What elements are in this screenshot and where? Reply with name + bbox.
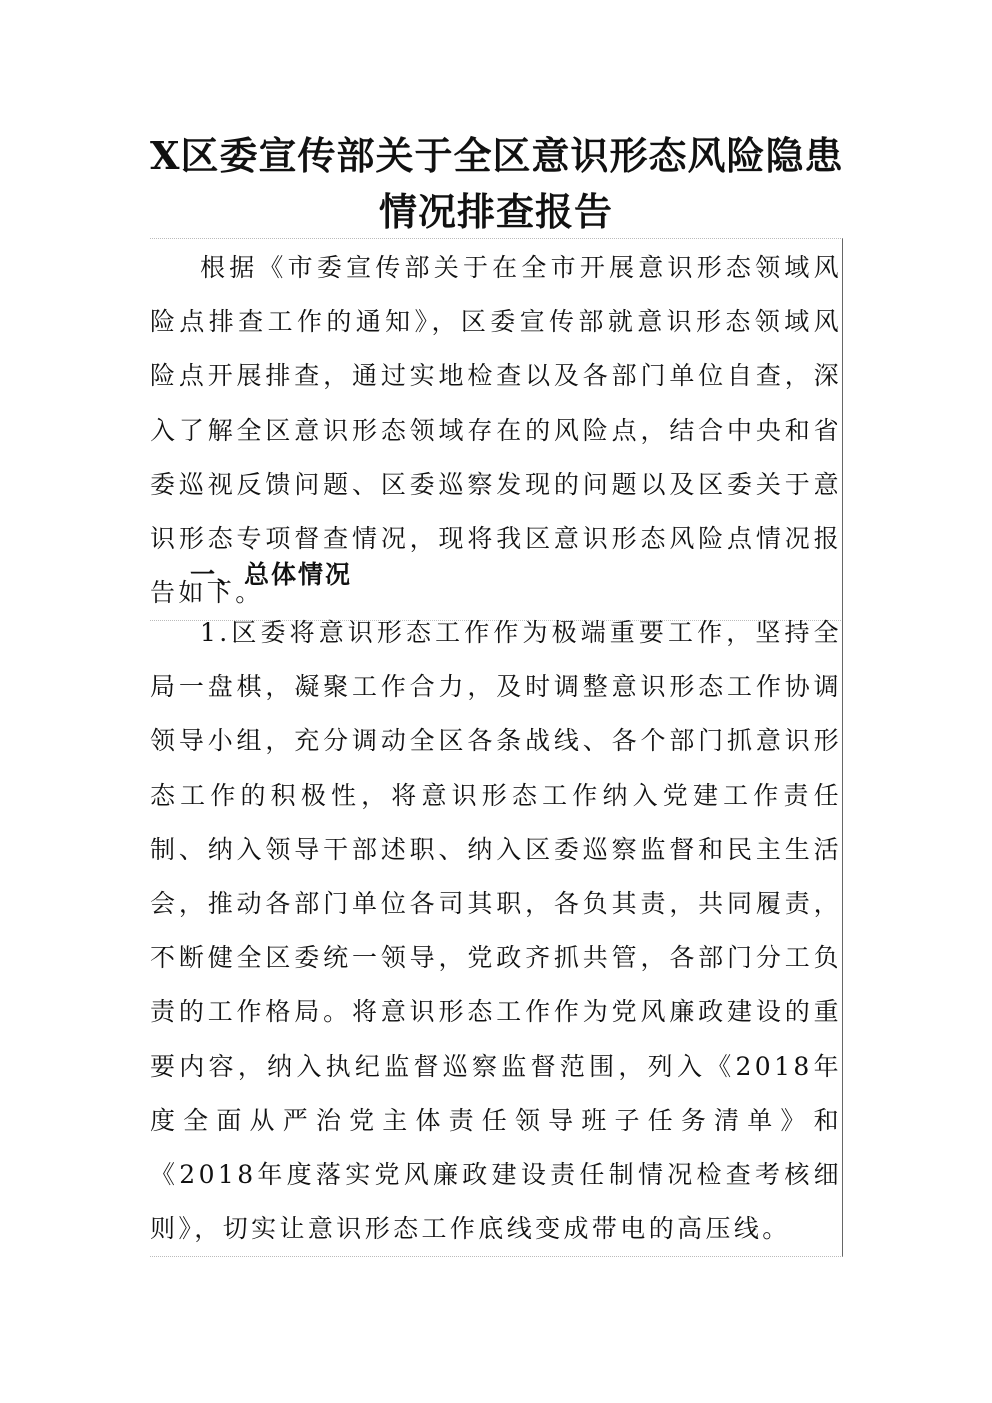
title-line-2: 情况排查报告 [378, 189, 613, 234]
intro-paragraph: 根据《市委宣传部关于在全市开展意识形态领域风险点排查工作的通知》，区委宣传部就意识形态领域风险点开展排查，通过实地检查以及各部门单位自查，深入了解全区意识形态领域存在的风险点，结合中央和省委巡视反馈问题、区委巡察发现的问题以及区委关于意识形态专项督查情况，现将我区意识形态风险点情况报告如下。 [150, 253, 842, 608]
section-heading-overall: 一、总体情况 [190, 560, 353, 589]
section1-body [150, 606, 843, 1257]
document-title [150, 128, 842, 240]
title-line-1: X区委宣传部关于全区意识形态风险隐患 [150, 133, 844, 178]
section1-paragraph-1: 1.区委将意识形态工作作为极端重要工作，坚持全局一盘棋，凝聚工作合力，及时调整意识形态工作协调领导小组，充分调动全区各条战线、各个部门抓意识形态工作的积极性，将意识形态工作纳入党建工作责任制、纳入领导干部述职、纳入区委巡察监督和民主生活会，推动各部门单位各司其职，各负其责，共同履责，不断健全区委统一领导，党政齐抓共管，各部门分工负责的工作格局。将意识形态工作作为党风廉政建设的重要内容，纳入执纪监督巡察监督范围，列入《2018年度全面从严治党主体责任领导班子任务清单》和《2018年度落实党风廉政建设责任制情况检查考核细则》，切实让意识形态工作底线变成带电的高压线。 [150, 618, 842, 1244]
